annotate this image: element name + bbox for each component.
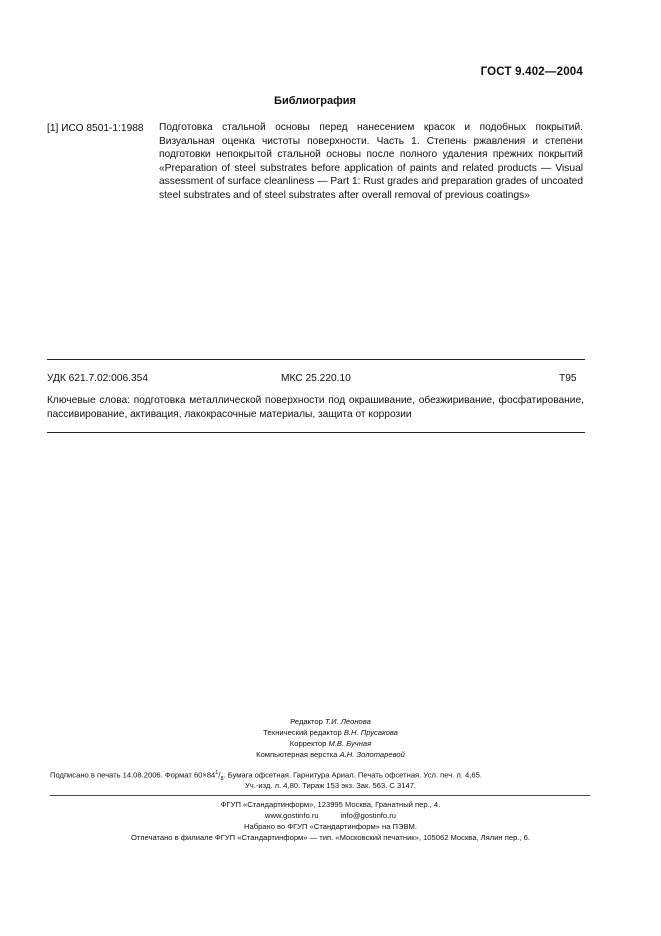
print-info-line2: Уч.-изд. л. 4,80. Тираж 153 экз. Зак. 563. С 3147. <box>244 781 417 790</box>
printing-note: Отпечатано в филиале ФГУП «Стандартинформ» — тип. «Московский печатник», 105062 Москва, Лялин пер., 6. <box>131 833 530 842</box>
credit-person: В.Н. Прусакова <box>343 728 398 737</box>
mks-code: МКС 25.220.10 <box>281 373 351 384</box>
reference-text: Подготовка стальной основы перед нанесением красок и подобных покрытий. Визуальная оценка чистоты поверхности. Часть 1. Степень ржавления и степени подготовки непокрытой стальной основы после полного удаления прежних покрытий «Preparation of steel substrates before application of paints and related products — Visual assessment of surface cleanliness — Part 1: Rust grades and preparation grades of uncoated steel substrates and of steel substrates after overall removal of previous coatings» <box>159 122 583 201</box>
publisher-contacts <box>0 811 661 821</box>
print-info-b: . Бумага офсетная. Гарнитура Ариал. Печать офсетная. Усл. печ. л. 4,65. <box>223 770 482 780</box>
credit-role: Технический редактор <box>263 728 342 737</box>
credit-tech-editor <box>0 728 661 738</box>
print-info-line1: Подписано в печать 14.08.2006. Формат $60\times 84^1/_8$. Бумага офсетная. Гарнитура Ариал. Печать офсетная. Усл. печ. л. 4,65. <box>50 770 482 783</box>
credit-layout <box>0 750 661 760</box>
credit-person: А.Н. Золотаревой <box>339 750 405 759</box>
format-subscript: 8 <box>220 776 224 783</box>
category-code: Т95 <box>559 373 577 384</box>
bibliography-title: Библиография <box>274 95 356 107</box>
reference-label: [1] ИСО 8501-1:1988 <box>47 123 144 134</box>
publisher-address: ФГУП «Стандартинформ», 123995 Москва, Гранатный пер., 4. <box>220 800 441 809</box>
imprint-separator <box>50 795 590 796</box>
udk-code: УДК 621.7.02:006.354 <box>47 373 148 384</box>
publisher-email[interactable]: info@gostinfo.ru <box>340 811 397 820</box>
credit-role: Компьютерная верстка <box>256 750 338 759</box>
bottom-rule <box>47 432 585 433</box>
publisher-website[interactable]: www.gostinfo.ru <box>264 811 319 820</box>
credit-role: Редактор <box>290 717 323 726</box>
keywords: Ключевые слова: подготовка металлической поверхности под окрашивание, обезжиривание, фосфатирование, пассивирование, активация, лакокрасочные материалы, защита от коррозии <box>47 395 584 420</box>
credit-role: Корректор <box>289 739 327 748</box>
format-superscript: 1 <box>215 770 219 776</box>
credit-editor <box>0 717 661 727</box>
standard-number: ГОСТ 9.402—2004 <box>480 66 583 78</box>
credit-proofreader <box>0 739 661 749</box>
credit-person: М.В. Бучная <box>328 739 372 748</box>
top-rule <box>47 359 585 360</box>
credit-person: Т.И. Леонова <box>325 717 371 726</box>
typesetting-note: Набрано во ФГУП «Стандартинформ» на ПЭВМ. <box>244 822 417 831</box>
print-info-a: Подписано в печать 14.08.2006. Формат 60×84 <box>50 770 216 780</box>
